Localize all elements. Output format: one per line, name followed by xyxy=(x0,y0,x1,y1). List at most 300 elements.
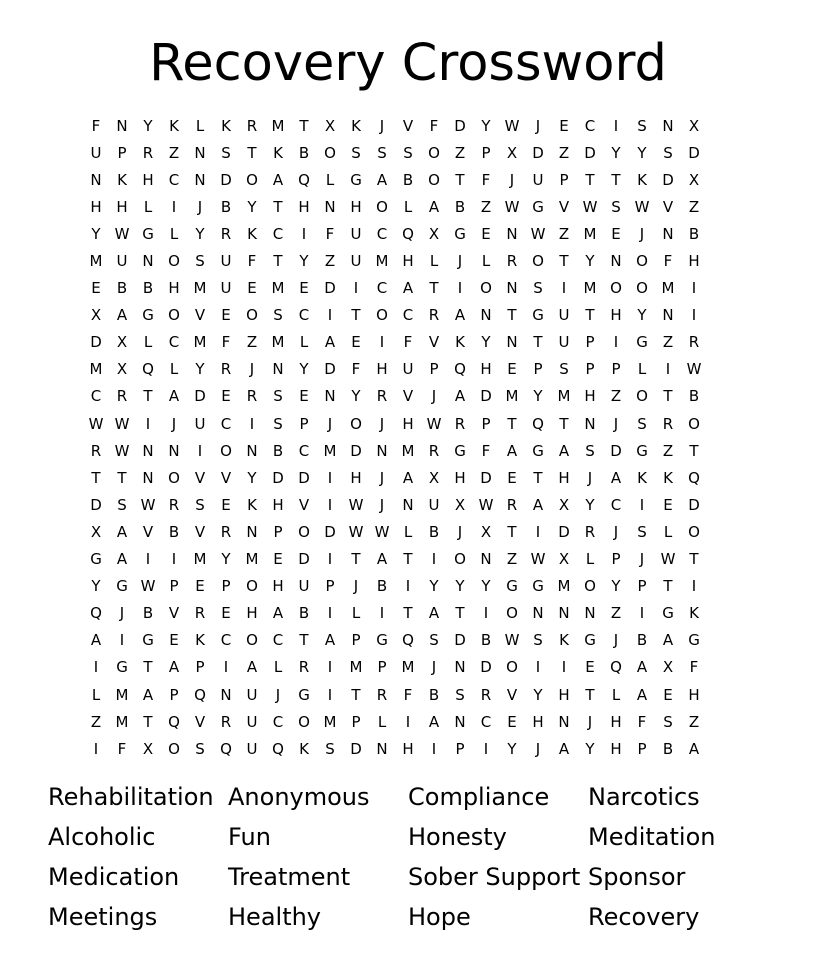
grid-cell[interactable]: D xyxy=(662,170,674,189)
grid-cell[interactable]: B xyxy=(636,631,648,650)
grid-cell[interactable]: N xyxy=(272,360,284,379)
grid-cell[interactable]: N xyxy=(324,197,336,216)
grid-cell[interactable]: H xyxy=(688,685,700,704)
grid-cell[interactable]: A xyxy=(324,631,336,650)
grid-cell[interactable]: H xyxy=(402,739,414,758)
grid-cell[interactable]: E xyxy=(481,224,491,243)
grid-cell[interactable]: T xyxy=(559,414,569,433)
grid-cell[interactable]: M xyxy=(323,712,337,731)
grid-cell[interactable]: A xyxy=(116,522,128,541)
grid-cell[interactable]: I xyxy=(561,279,567,298)
grid-cell[interactable]: Y xyxy=(611,143,621,162)
grid-cell[interactable]: A xyxy=(324,333,336,352)
grid-cell[interactable]: F xyxy=(351,360,361,379)
grid-cell[interactable]: I xyxy=(379,604,385,623)
grid-cell[interactable]: G xyxy=(688,631,700,650)
grid-cell[interactable]: R xyxy=(220,712,232,731)
grid-cell[interactable]: D xyxy=(480,658,492,677)
grid-cell[interactable]: J xyxy=(327,414,333,433)
grid-cell[interactable]: A xyxy=(116,550,128,569)
grid-cell[interactable]: Q xyxy=(194,685,206,704)
grid-cell[interactable]: J xyxy=(431,658,437,677)
grid-cell[interactable]: T xyxy=(299,116,309,135)
grid-cell[interactable]: R xyxy=(116,387,128,406)
grid-cell[interactable]: Y xyxy=(299,252,309,271)
grid-cell[interactable]: G xyxy=(532,306,544,325)
grid-cell[interactable]: N xyxy=(558,712,570,731)
grid-cell[interactable]: M xyxy=(193,550,207,569)
grid-cell[interactable]: J xyxy=(353,577,359,596)
grid-cell[interactable]: B xyxy=(688,387,700,406)
grid-cell[interactable]: M xyxy=(583,224,597,243)
grid-cell[interactable]: P xyxy=(273,522,283,541)
grid-cell[interactable]: O xyxy=(636,252,648,271)
grid-cell[interactable]: I xyxy=(327,306,333,325)
grid-cell[interactable]: O xyxy=(168,739,180,758)
grid-cell[interactable]: K xyxy=(637,468,647,487)
grid-cell[interactable]: O xyxy=(324,143,336,162)
grid-cell[interactable]: H xyxy=(610,306,622,325)
grid-cell[interactable]: D xyxy=(688,143,700,162)
grid-cell[interactable]: T xyxy=(585,685,595,704)
grid-cell[interactable]: I xyxy=(327,468,333,487)
grid-cell[interactable]: Z xyxy=(558,143,570,162)
grid-cell[interactable]: S xyxy=(377,143,387,162)
grid-cell[interactable]: I xyxy=(171,197,177,216)
grid-cell[interactable]: W xyxy=(348,495,364,514)
grid-cell[interactable]: F xyxy=(117,739,127,758)
grid-cell[interactable]: N xyxy=(220,685,232,704)
grid-cell[interactable]: N xyxy=(480,306,492,325)
grid-cell[interactable]: V xyxy=(558,197,570,216)
grid-cell[interactable]: W xyxy=(140,495,156,514)
grid-cell[interactable]: D xyxy=(558,522,570,541)
grid-cell[interactable]: S xyxy=(273,306,283,325)
grid-cell[interactable]: E xyxy=(299,387,309,406)
grid-cell[interactable]: N xyxy=(480,550,492,569)
grid-cell[interactable]: U xyxy=(194,414,206,433)
grid-cell[interactable]: I xyxy=(613,116,619,135)
grid-cell[interactable]: H xyxy=(376,360,388,379)
grid-cell[interactable]: D xyxy=(350,441,362,460)
grid-cell[interactable]: O xyxy=(506,658,518,677)
grid-cell[interactable]: N xyxy=(142,468,154,487)
grid-cell[interactable]: X xyxy=(558,550,570,569)
grid-cell[interactable]: S xyxy=(195,252,205,271)
grid-cell[interactable]: G xyxy=(376,631,388,650)
grid-cell[interactable]: N xyxy=(610,252,622,271)
grid-cell[interactable]: G xyxy=(636,333,648,352)
grid-cell[interactable]: N xyxy=(454,658,466,677)
grid-cell[interactable]: W xyxy=(660,550,676,569)
grid-cell[interactable]: H xyxy=(90,197,102,216)
grid-cell[interactable]: T xyxy=(689,441,699,460)
grid-cell[interactable]: E xyxy=(221,604,231,623)
grid-cell[interactable]: W xyxy=(348,522,364,541)
grid-cell[interactable]: F xyxy=(689,658,699,677)
grid-cell[interactable]: T xyxy=(689,550,699,569)
grid-cell[interactable]: L xyxy=(429,252,439,271)
grid-cell[interactable]: P xyxy=(611,550,621,569)
grid-cell[interactable]: X xyxy=(662,658,674,677)
grid-cell[interactable]: T xyxy=(299,631,309,650)
grid-cell[interactable]: Q xyxy=(142,360,154,379)
grid-cell[interactable]: H xyxy=(454,468,466,487)
grid-cell[interactable]: S xyxy=(429,631,439,650)
grid-cell[interactable]: E xyxy=(91,279,101,298)
grid-cell[interactable]: N xyxy=(142,252,154,271)
grid-cell[interactable]: J xyxy=(613,522,619,541)
grid-cell[interactable]: I xyxy=(405,712,411,731)
grid-cell[interactable]: Y xyxy=(481,577,491,596)
grid-cell[interactable]: U xyxy=(428,495,440,514)
grid-cell[interactable]: O xyxy=(246,631,258,650)
grid-cell[interactable]: W xyxy=(530,550,546,569)
grid-cell[interactable]: R xyxy=(246,116,258,135)
grid-cell[interactable]: T xyxy=(455,604,465,623)
grid-cell[interactable]: D xyxy=(480,387,492,406)
grid-cell[interactable]: Q xyxy=(298,170,310,189)
grid-cell[interactable]: R xyxy=(298,658,310,677)
grid-cell[interactable]: P xyxy=(429,360,439,379)
grid-cell[interactable]: Z xyxy=(324,252,336,271)
grid-cell[interactable]: G xyxy=(116,658,128,677)
grid-cell[interactable]: Z xyxy=(610,604,622,623)
grid-cell[interactable]: S xyxy=(533,279,543,298)
grid-cell[interactable]: I xyxy=(691,279,697,298)
grid-cell[interactable]: B xyxy=(376,577,388,596)
grid-cell[interactable]: G xyxy=(454,224,466,243)
grid-cell[interactable]: E xyxy=(663,495,673,514)
grid-cell[interactable]: V xyxy=(168,604,180,623)
grid-cell[interactable]: T xyxy=(429,279,439,298)
grid-cell[interactable]: A xyxy=(532,495,544,514)
grid-cell[interactable]: H xyxy=(272,577,284,596)
grid-cell[interactable]: K xyxy=(247,224,257,243)
grid-cell[interactable]: A xyxy=(688,739,700,758)
grid-cell[interactable]: O xyxy=(688,414,700,433)
grid-cell[interactable]: Y xyxy=(247,468,257,487)
grid-cell[interactable]: Z xyxy=(688,712,700,731)
grid-cell[interactable]: Y xyxy=(481,116,491,135)
grid-cell[interactable]: M xyxy=(349,658,363,677)
grid-cell[interactable]: A xyxy=(428,712,440,731)
grid-cell[interactable]: J xyxy=(379,495,385,514)
grid-cell[interactable]: I xyxy=(405,577,411,596)
grid-cell[interactable]: J xyxy=(587,468,593,487)
grid-cell[interactable]: A xyxy=(558,739,570,758)
grid-cell[interactable]: K xyxy=(195,631,205,650)
grid-cell[interactable]: P xyxy=(377,658,387,677)
grid-cell[interactable]: O xyxy=(376,197,388,216)
grid-cell[interactable]: A xyxy=(506,441,518,460)
grid-cell[interactable]: M xyxy=(245,550,259,569)
grid-cell[interactable]: R xyxy=(168,495,180,514)
grid-cell[interactable]: X xyxy=(142,739,154,758)
grid-cell[interactable]: I xyxy=(197,441,203,460)
grid-cell[interactable]: W xyxy=(140,577,156,596)
grid-cell[interactable]: I xyxy=(535,658,541,677)
grid-cell[interactable]: E xyxy=(585,658,595,677)
grid-cell[interactable]: T xyxy=(117,468,127,487)
grid-cell[interactable]: C xyxy=(402,306,414,325)
grid-cell[interactable]: O xyxy=(428,143,440,162)
grid-cell[interactable]: N xyxy=(246,522,258,541)
grid-cell[interactable]: C xyxy=(272,224,284,243)
grid-cell[interactable]: C xyxy=(584,116,596,135)
grid-cell[interactable]: X xyxy=(90,306,102,325)
grid-cell[interactable]: R xyxy=(428,441,440,460)
grid-cell[interactable]: N xyxy=(662,116,674,135)
grid-cell[interactable]: T xyxy=(611,170,621,189)
grid-cell[interactable]: A xyxy=(636,685,648,704)
grid-cell[interactable]: B xyxy=(402,170,414,189)
grid-cell[interactable]: Z xyxy=(480,197,492,216)
grid-cell[interactable]: V xyxy=(142,522,154,541)
grid-cell[interactable]: J xyxy=(613,414,619,433)
grid-cell[interactable]: D xyxy=(298,550,310,569)
grid-cell[interactable]: I xyxy=(93,658,99,677)
grid-cell[interactable]: C xyxy=(480,712,492,731)
grid-cell[interactable]: N xyxy=(662,306,674,325)
grid-cell[interactable]: L xyxy=(273,658,283,677)
grid-cell[interactable]: D xyxy=(584,143,596,162)
grid-cell[interactable]: X xyxy=(558,495,570,514)
grid-cell[interactable]: M xyxy=(401,658,415,677)
grid-cell[interactable]: S xyxy=(455,685,465,704)
grid-cell[interactable]: A xyxy=(90,631,102,650)
grid-cell[interactable]: M xyxy=(375,252,389,271)
grid-cell[interactable]: E xyxy=(221,387,231,406)
grid-cell[interactable]: I xyxy=(171,550,177,569)
grid-cell[interactable]: P xyxy=(195,658,205,677)
grid-cell[interactable]: Y xyxy=(91,224,101,243)
grid-cell[interactable]: S xyxy=(117,495,127,514)
grid-cell[interactable]: H xyxy=(116,197,128,216)
grid-cell[interactable]: G xyxy=(142,631,154,650)
grid-cell[interactable]: G xyxy=(636,441,648,460)
grid-cell[interactable]: W xyxy=(504,631,520,650)
grid-cell[interactable]: Q xyxy=(168,712,180,731)
grid-cell[interactable]: V xyxy=(428,333,440,352)
grid-cell[interactable]: J xyxy=(457,252,463,271)
grid-cell[interactable]: G xyxy=(90,550,102,569)
grid-cell[interactable]: W xyxy=(504,197,520,216)
grid-cell[interactable]: J xyxy=(639,550,645,569)
grid-cell[interactable]: X xyxy=(90,522,102,541)
grid-cell[interactable]: P xyxy=(637,577,647,596)
grid-cell[interactable]: P xyxy=(351,631,361,650)
grid-cell[interactable]: I xyxy=(327,685,333,704)
grid-cell[interactable]: I xyxy=(431,550,437,569)
grid-cell[interactable]: N xyxy=(402,495,414,514)
grid-cell[interactable]: E xyxy=(351,333,361,352)
grid-cell[interactable]: C xyxy=(168,333,180,352)
grid-cell[interactable]: I xyxy=(691,577,697,596)
grid-cell[interactable]: J xyxy=(249,360,255,379)
grid-cell[interactable]: M xyxy=(505,387,519,406)
grid-cell[interactable]: V xyxy=(506,685,518,704)
grid-cell[interactable]: R xyxy=(220,522,232,541)
grid-cell[interactable]: Y xyxy=(195,224,205,243)
grid-cell[interactable]: C xyxy=(298,306,310,325)
grid-cell[interactable]: S xyxy=(637,414,647,433)
grid-cell[interactable]: P xyxy=(559,170,569,189)
grid-cell[interactable]: F xyxy=(247,252,257,271)
grid-cell[interactable]: I xyxy=(327,604,333,623)
grid-cell[interactable]: P xyxy=(169,577,179,596)
grid-cell[interactable]: I xyxy=(457,279,463,298)
grid-cell[interactable]: U xyxy=(220,252,232,271)
grid-cell[interactable]: Y xyxy=(637,143,647,162)
grid-cell[interactable]: E xyxy=(221,306,231,325)
grid-cell[interactable]: M xyxy=(661,279,675,298)
grid-cell[interactable]: T xyxy=(663,577,673,596)
grid-cell[interactable]: Y xyxy=(429,577,439,596)
grid-cell[interactable]: G xyxy=(298,685,310,704)
grid-cell[interactable]: P xyxy=(299,414,309,433)
grid-cell[interactable]: B xyxy=(142,604,154,623)
grid-cell[interactable]: Y xyxy=(455,577,465,596)
grid-cell[interactable]: E xyxy=(299,279,309,298)
grid-cell[interactable]: R xyxy=(428,306,440,325)
grid-cell[interactable]: T xyxy=(403,550,413,569)
grid-cell[interactable]: S xyxy=(663,712,673,731)
grid-cell[interactable]: Y xyxy=(143,116,153,135)
grid-cell[interactable]: T xyxy=(559,252,569,271)
grid-cell[interactable]: Y xyxy=(247,197,257,216)
grid-cell[interactable]: R xyxy=(194,604,206,623)
grid-cell[interactable]: K xyxy=(637,170,647,189)
grid-cell[interactable]: J xyxy=(119,604,125,623)
grid-cell[interactable]: H xyxy=(480,360,492,379)
grid-cell[interactable]: D xyxy=(90,495,102,514)
grid-cell[interactable]: J xyxy=(197,197,203,216)
grid-cell[interactable]: B xyxy=(168,522,180,541)
grid-cell[interactable]: G xyxy=(506,577,518,596)
grid-cell[interactable]: S xyxy=(637,116,647,135)
grid-cell[interactable]: L xyxy=(481,252,491,271)
grid-cell[interactable]: I xyxy=(639,604,645,623)
grid-cell[interactable]: W xyxy=(114,441,130,460)
grid-cell[interactable]: O xyxy=(298,712,310,731)
grid-cell[interactable]: F xyxy=(221,333,231,352)
grid-cell[interactable]: E xyxy=(611,224,621,243)
grid-cell[interactable]: H xyxy=(142,170,154,189)
grid-cell[interactable]: Y xyxy=(91,577,101,596)
grid-cell[interactable]: J xyxy=(379,468,385,487)
grid-cell[interactable]: J xyxy=(587,712,593,731)
grid-cell[interactable]: Z xyxy=(558,224,570,243)
grid-cell[interactable]: L xyxy=(377,712,387,731)
grid-cell[interactable]: P xyxy=(611,360,621,379)
grid-cell[interactable]: Z xyxy=(90,712,102,731)
grid-cell[interactable]: N xyxy=(532,604,544,623)
grid-cell[interactable]: C xyxy=(298,441,310,460)
grid-cell[interactable]: K xyxy=(455,333,465,352)
grid-cell[interactable]: J xyxy=(457,522,463,541)
grid-cell[interactable]: H xyxy=(558,685,570,704)
grid-cell[interactable]: N xyxy=(506,333,518,352)
grid-cell[interactable]: L xyxy=(403,197,413,216)
grid-cell[interactable]: Z xyxy=(246,333,258,352)
grid-cell[interactable]: S xyxy=(637,522,647,541)
grid-cell[interactable]: B xyxy=(142,279,154,298)
grid-cell[interactable]: K xyxy=(559,631,569,650)
grid-cell[interactable]: T xyxy=(507,306,517,325)
grid-cell[interactable]: T xyxy=(533,333,543,352)
grid-cell[interactable]: O xyxy=(168,468,180,487)
grid-cell[interactable]: N xyxy=(194,170,206,189)
grid-cell[interactable]: Y xyxy=(481,333,491,352)
grid-cell[interactable]: Q xyxy=(532,414,544,433)
grid-cell[interactable]: O xyxy=(298,522,310,541)
grid-cell[interactable]: L xyxy=(637,360,647,379)
grid-cell[interactable]: R xyxy=(688,333,700,352)
grid-cell[interactable]: L xyxy=(143,197,153,216)
grid-cell[interactable]: O xyxy=(168,252,180,271)
grid-cell[interactable]: D xyxy=(324,360,336,379)
grid-cell[interactable]: G xyxy=(142,306,154,325)
grid-cell[interactable]: T xyxy=(247,143,257,162)
grid-cell[interactable]: O xyxy=(610,279,622,298)
grid-cell[interactable]: E xyxy=(221,495,231,514)
grid-cell[interactable]: P xyxy=(117,143,127,162)
grid-cell[interactable]: W xyxy=(374,522,390,541)
grid-cell[interactable]: I xyxy=(223,658,229,677)
grid-cell[interactable]: W xyxy=(114,224,130,243)
grid-cell[interactable]: B xyxy=(116,279,128,298)
grid-cell[interactable]: M xyxy=(583,279,597,298)
grid-cell[interactable]: E xyxy=(559,116,569,135)
grid-cell[interactable]: D xyxy=(610,441,622,460)
grid-cell[interactable]: E xyxy=(507,468,517,487)
grid-cell[interactable]: W xyxy=(634,197,650,216)
grid-cell[interactable]: V xyxy=(194,712,206,731)
grid-cell[interactable]: H xyxy=(350,197,362,216)
grid-cell[interactable]: Y xyxy=(585,252,595,271)
grid-cell[interactable]: S xyxy=(585,441,595,460)
grid-cell[interactable]: T xyxy=(507,522,517,541)
grid-cell[interactable]: O xyxy=(584,577,596,596)
grid-cell[interactable]: G xyxy=(662,604,674,623)
grid-cell[interactable]: N xyxy=(584,604,596,623)
grid-cell[interactable]: F xyxy=(481,170,491,189)
grid-cell[interactable]: F xyxy=(403,333,413,352)
grid-cell[interactable]: K xyxy=(663,468,673,487)
grid-cell[interactable]: U xyxy=(532,170,544,189)
grid-cell[interactable]: P xyxy=(351,712,361,731)
grid-cell[interactable]: W xyxy=(504,116,520,135)
grid-cell[interactable]: S xyxy=(533,631,543,650)
grid-cell[interactable]: I xyxy=(613,333,619,352)
grid-cell[interactable]: J xyxy=(509,170,515,189)
grid-cell[interactable]: W xyxy=(478,495,494,514)
grid-cell[interactable]: A xyxy=(168,387,180,406)
grid-cell[interactable]: I xyxy=(535,522,541,541)
grid-cell[interactable]: S xyxy=(195,739,205,758)
grid-cell[interactable]: P xyxy=(221,577,231,596)
grid-cell[interactable]: H xyxy=(246,604,258,623)
grid-cell[interactable]: S xyxy=(221,143,231,162)
grid-cell[interactable]: R xyxy=(584,522,596,541)
grid-cell[interactable]: J xyxy=(613,631,619,650)
grid-cell[interactable]: Y xyxy=(585,495,595,514)
grid-cell[interactable]: M xyxy=(89,360,103,379)
grid-cell[interactable]: R xyxy=(662,414,674,433)
grid-cell[interactable]: D xyxy=(350,739,362,758)
grid-cell[interactable]: I xyxy=(379,333,385,352)
